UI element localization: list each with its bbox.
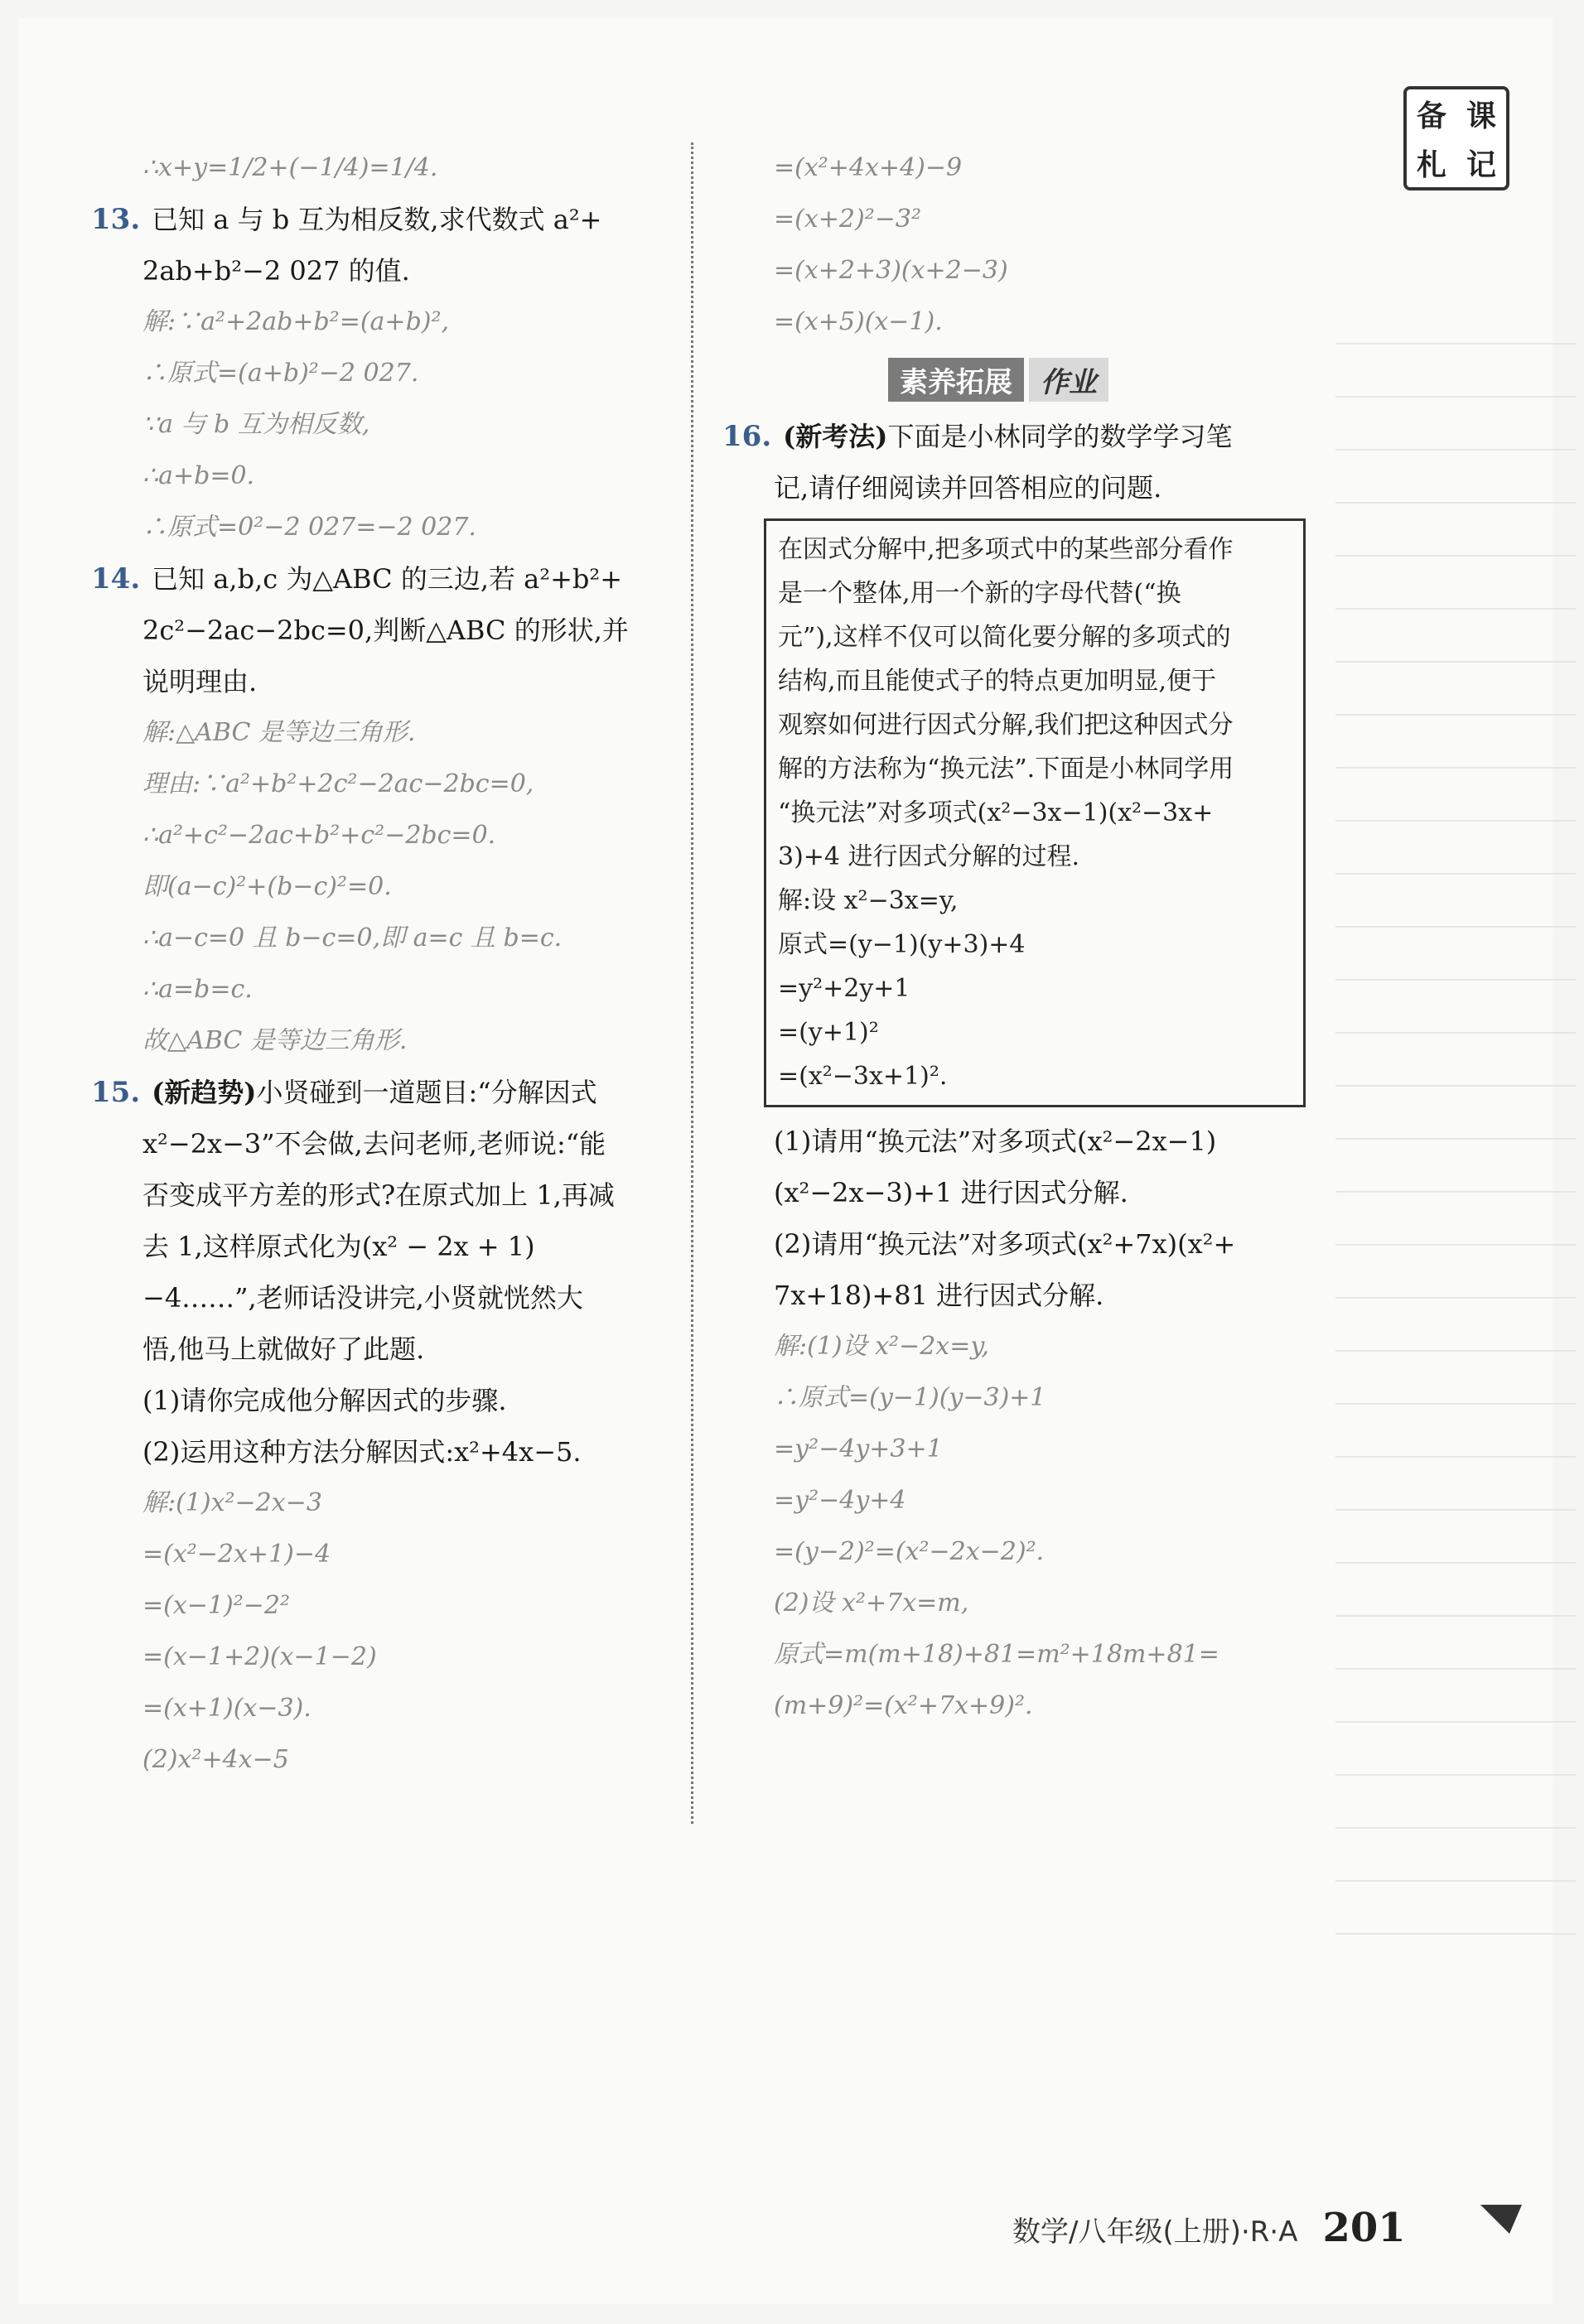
page-number: 201	[1322, 2205, 1406, 2251]
note-line: 在因式分解中,把多项式中的某些部分看作	[778, 535, 1234, 564]
answer-line: =(x+2+3)(x+2−3)	[774, 256, 1008, 285]
question-text-line: 否变成平方差的形式?在原式加上 1,再减	[142, 1179, 615, 1211]
answer-line: ∴原式=(y−1)(y−3)+1	[774, 1383, 1046, 1412]
note-line: 是一个整体,用一个新的字母代替(“换	[778, 579, 1181, 608]
question-text-line: 2ab+b²−2 027 的值.	[142, 255, 410, 287]
question-text: 下面是小林同学的数学学习笔	[887, 421, 1233, 452]
question-text-line: 记,请仔细阅读并回答相应的问题.	[774, 472, 1162, 504]
question-text-line: x²−2x−3”不会做,去问老师,老师说:“能	[142, 1128, 606, 1160]
note-line: 观察如何进行因式分解,我们把这种因式分	[778, 711, 1234, 740]
note-line: =(y+1)²	[778, 1018, 879, 1047]
lesson-notes-stamp	[1403, 86, 1509, 190]
stamp-char: 札	[1416, 148, 1446, 182]
left-column	[91, 142, 671, 1786]
note-line: 3)+4 进行因式分解的过程.	[778, 842, 1080, 871]
note-line: 解的方法称为“换元法”.下面是小林同学用	[778, 755, 1234, 784]
answer-line: =y²−4y+4	[774, 1486, 906, 1515]
page-footer	[1012, 2205, 1406, 2251]
answer-line: =(x−1+2)(x−1−2)	[142, 1642, 377, 1671]
question-tag: (新考法)	[783, 421, 888, 452]
question-line	[91, 553, 671, 605]
note-line: 原式=(y−1)(y+3)+4	[778, 930, 1026, 959]
question-text-line: (2)请用“换元法”对多项式(x²+7x)(x²+	[774, 1228, 1236, 1260]
section-title-tag: 作业	[1029, 358, 1108, 402]
answer-line: =(x−1)²−2²	[142, 1591, 290, 1620]
question-text-line: (1)请用“换元法”对多项式(x²−2x−1)	[774, 1126, 1217, 1157]
answer-line: =(x+5)(x−1).	[774, 307, 943, 336]
margin-notes-lines	[1335, 292, 1576, 1948]
answer-line: ∴x+y=1/2+(−1/4)=1/4.	[142, 153, 438, 182]
question-number: 15.	[91, 1076, 141, 1109]
question-text-line: −4……”,老师话没讲完,小贤就恍然大	[142, 1282, 583, 1314]
answer-line: 原式=m(m+18)+81=m²+18m+81=	[774, 1640, 1219, 1669]
decorative-arrow-icon	[1476, 2196, 1526, 2238]
book-title: 数学/八年级(上册)·R·A	[1012, 2216, 1298, 2249]
question-text-line: 2c²−2ac−2bc=0,判断△ABC 的形状,并	[142, 615, 629, 646]
study-note-box	[764, 518, 1306, 1107]
question-text-line: 悟,他马上就做好了此题.	[142, 1333, 425, 1365]
note-line: =y²+2y+1	[778, 974, 910, 1003]
question-line	[91, 194, 671, 245]
answer-line: ∴原式=0²−2 027=−2 027.	[142, 513, 476, 542]
q15-solution-continued	[722, 142, 1302, 348]
question-text-line: 7x+18)+81 进行因式分解.	[774, 1280, 1104, 1311]
note-line: 元”),这样不仅可以简化要分解的多项式的	[778, 623, 1231, 652]
answer-line: 解:(1)设 x²−2x=y,	[774, 1332, 989, 1361]
answer-line: 即(a−c)²+(b−c)²=0.	[142, 872, 392, 901]
stamp-char: 课	[1466, 99, 1496, 133]
question-text-line: 去 1,这样原式化为(x² − 2x + 1)	[142, 1231, 535, 1262]
question-text-line: (1)请你完成他分解因式的步骤.	[142, 1385, 507, 1416]
section-title	[888, 358, 1108, 401]
right-column	[722, 142, 1302, 1732]
answer-line: =(x+2)²−3²	[774, 205, 921, 234]
note-line: 结构,而且能使式子的特点更加明显,便于	[778, 667, 1217, 696]
question-text-line: (x²−2x−3)+1 进行因式分解.	[774, 1177, 1128, 1208]
document-page	[18, 18, 1553, 2304]
answer-line: ∴a=b=c.	[142, 975, 253, 1004]
answer-line: 理由:∵a²+b²+2c²−2ac−2bc=0,	[142, 769, 534, 798]
stamp-char: 备	[1416, 99, 1446, 133]
question-text: 已知 a,b,c 为△ABC 的三边,若 a²+b²+	[152, 563, 623, 595]
answer-line: ∴a²+c²−2ac+b²+c²−2bc=0.	[142, 821, 496, 850]
question-text-line: 说明理由.	[142, 666, 258, 697]
question-number: 16.	[722, 420, 772, 453]
note-line: =(x²−3x+1)².	[778, 1062, 948, 1091]
question-number: 14.	[91, 562, 141, 595]
note-line: 解:设 x²−3x=y,	[778, 886, 959, 915]
answer-line: 解:(1)x²−2x−3	[142, 1488, 322, 1517]
answer-line: 解:△ABC 是等边三角形.	[142, 718, 416, 747]
question-16	[722, 411, 1302, 513]
answer-line: (2)x²+4x−5	[142, 1745, 289, 1774]
answer-line: ∴a+b=0.	[142, 461, 255, 490]
question-text: 小贤碰到一道题目:“分解因式	[256, 1077, 597, 1108]
answer-line: (m+9)²=(x²+7x+9)².	[774, 1691, 1033, 1720]
column-divider	[691, 142, 693, 1824]
answer-line: ∴a−c=0 且 b−c=0,即 a=c 且 b=c.	[142, 923, 563, 952]
question-tag: (新趋势)	[152, 1077, 257, 1108]
question-16-parts	[722, 1116, 1302, 1732]
question-text-line: (2)运用这种方法分解因式:x²+4x−5.	[142, 1436, 582, 1468]
answer-line: =(y−2)²=(x²−2x−2)².	[774, 1537, 1045, 1566]
question-line	[91, 1067, 671, 1118]
answer-line: 解:∵a²+2ab+b²=(a+b)²,	[142, 307, 450, 336]
answer-line: ∵a 与 b 互为相反数,	[142, 410, 370, 439]
answer-line: =(x²−2x+1)−4	[142, 1540, 331, 1569]
answer-line: =(x²+4x+4)−9	[774, 153, 963, 182]
answer-line: ∴原式=(a+b)²−2 027.	[142, 359, 419, 388]
stamp-char: 记	[1466, 148, 1496, 182]
note-line: “换元法”对多项式(x²−3x−1)(x²−3x+	[778, 798, 1214, 827]
section-title-main: 素养拓展	[888, 358, 1024, 402]
answer-line: =y²−4y+3+1	[774, 1434, 943, 1463]
question-number: 13.	[91, 203, 141, 236]
question-text: 已知 a 与 b 互为相反数,求代数式 a²+	[152, 204, 602, 235]
answer-line: (2)设 x²+7x=m,	[774, 1589, 969, 1618]
answer-line: 故△ABC 是等边三角形.	[142, 1026, 408, 1055]
question-line	[722, 411, 1302, 462]
answer-line: =(x+1)(x−3).	[142, 1694, 311, 1723]
